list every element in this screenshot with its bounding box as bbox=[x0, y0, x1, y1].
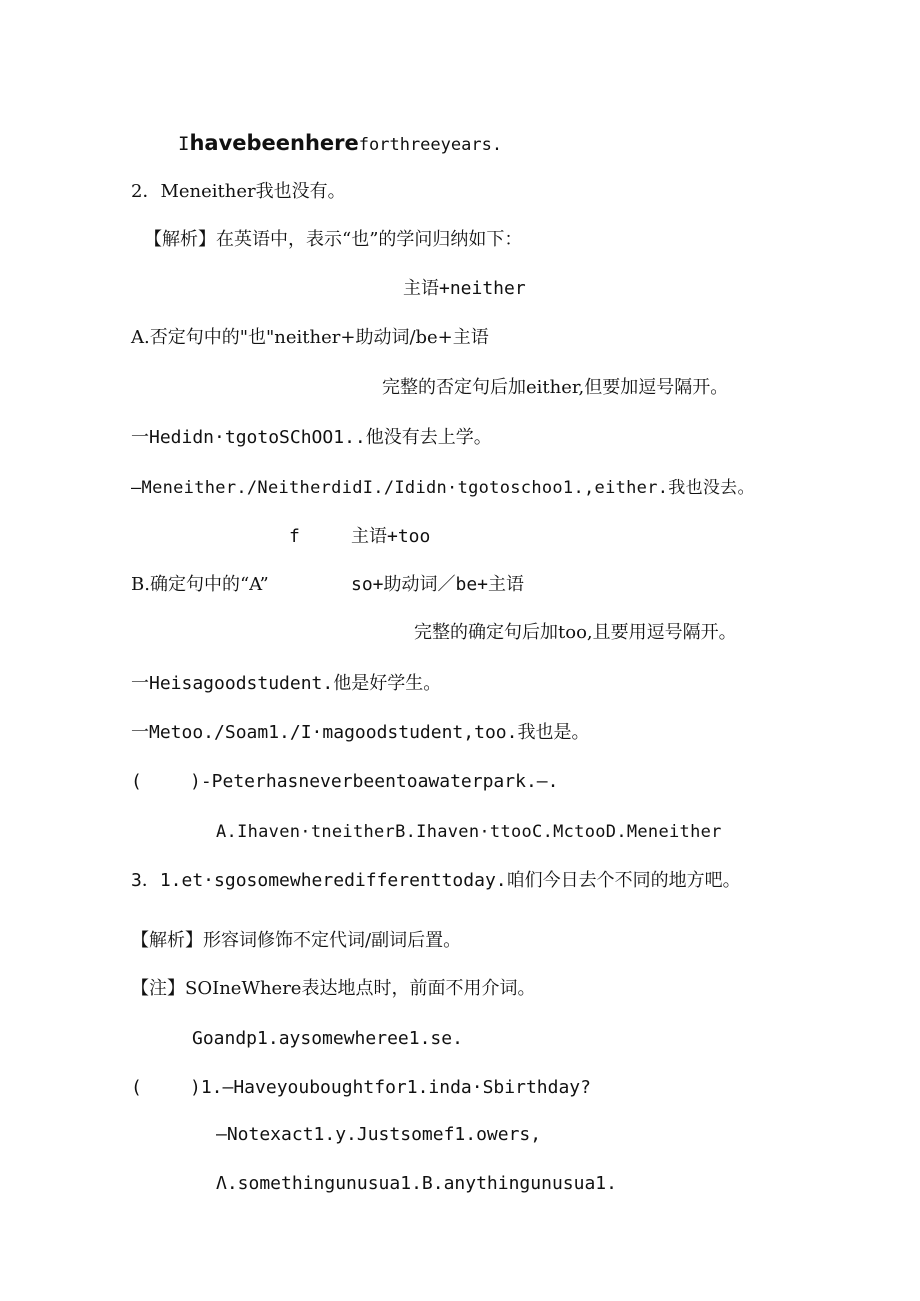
item-3-heading: 3．1.et·sgosomewheredifferenttoday.咱们今日去个不同的地方吧。 bbox=[131, 870, 741, 891]
sentence-prefix: I bbox=[178, 133, 190, 155]
question-linda-reply: —Notexact1.y.Justsomef1.owers, bbox=[216, 1124, 542, 1145]
rule-subject-neither: 主语+neither bbox=[403, 278, 526, 299]
analysis-adjective: 【解析】形容词修饰不定代词/副词后置。 bbox=[131, 930, 462, 951]
question-linda-options: Λ.somethingunusua1.B.anythingunusua1. bbox=[216, 1173, 617, 1194]
example-me-too: 一Metoo./Soam1./I·magoodstudent,too.我也是。 bbox=[131, 722, 590, 743]
question-peter: )-Peterhasneverbeentoawaterpark.—. bbox=[190, 771, 559, 792]
sentence-suffix: forthreeyears. bbox=[358, 135, 503, 155]
question-peter-options: A.Ihaven·tneitherB.Ihaven·ttooC.MctooD.Meneither bbox=[216, 822, 722, 842]
rule-b-positive: B.确定句中的“A” bbox=[131, 574, 269, 595]
answer-paren-open-1: ( bbox=[131, 771, 142, 792]
answer-paren-open-2: ( bbox=[131, 1077, 142, 1098]
example-good-student: 一Heisagoodstudent.他是好学生。 bbox=[131, 673, 442, 694]
sentence-bold-part: havebeenhere bbox=[189, 131, 359, 155]
example-he-didnt: 一Hedidn·tgotoSChOO1..他没有去上学。 bbox=[131, 427, 492, 448]
example-me-neither: —Meneither./NeitherdidI./Ididn·tgotoschoo1.,either.我也没去。 bbox=[131, 478, 755, 498]
brace-mark: f bbox=[289, 526, 300, 547]
rule-b-so: so+助动词／be+主语 bbox=[351, 574, 525, 595]
rule-a-note: 完整的否定句后加either,但要加逗号隔开。 bbox=[382, 377, 729, 398]
analysis-intro: 【解析】在英语中，表示“也”的学问归纳如下： bbox=[144, 229, 523, 250]
note-somewhere: 【注】SOIneWhere表达地点时，前面不用介词。 bbox=[131, 978, 536, 999]
item-2-heading: 2．Meneither我也没有。 bbox=[131, 181, 346, 202]
rule-subject-too: 主语+too bbox=[351, 526, 431, 547]
question-linda: )1.—Haveyouboughtfor1.inda·Sbirthday? bbox=[190, 1077, 591, 1098]
sentence-have-been-here bbox=[178, 131, 502, 157]
example-go-and-play: Goandp1.aysomewheree1.se. bbox=[192, 1028, 463, 1049]
rule-b-note: 完整的确定句后加too,且要用逗号隔开。 bbox=[414, 622, 737, 643]
rule-a-negative: A.否定句中的"也"neither+助动词/be+主语 bbox=[131, 327, 489, 348]
